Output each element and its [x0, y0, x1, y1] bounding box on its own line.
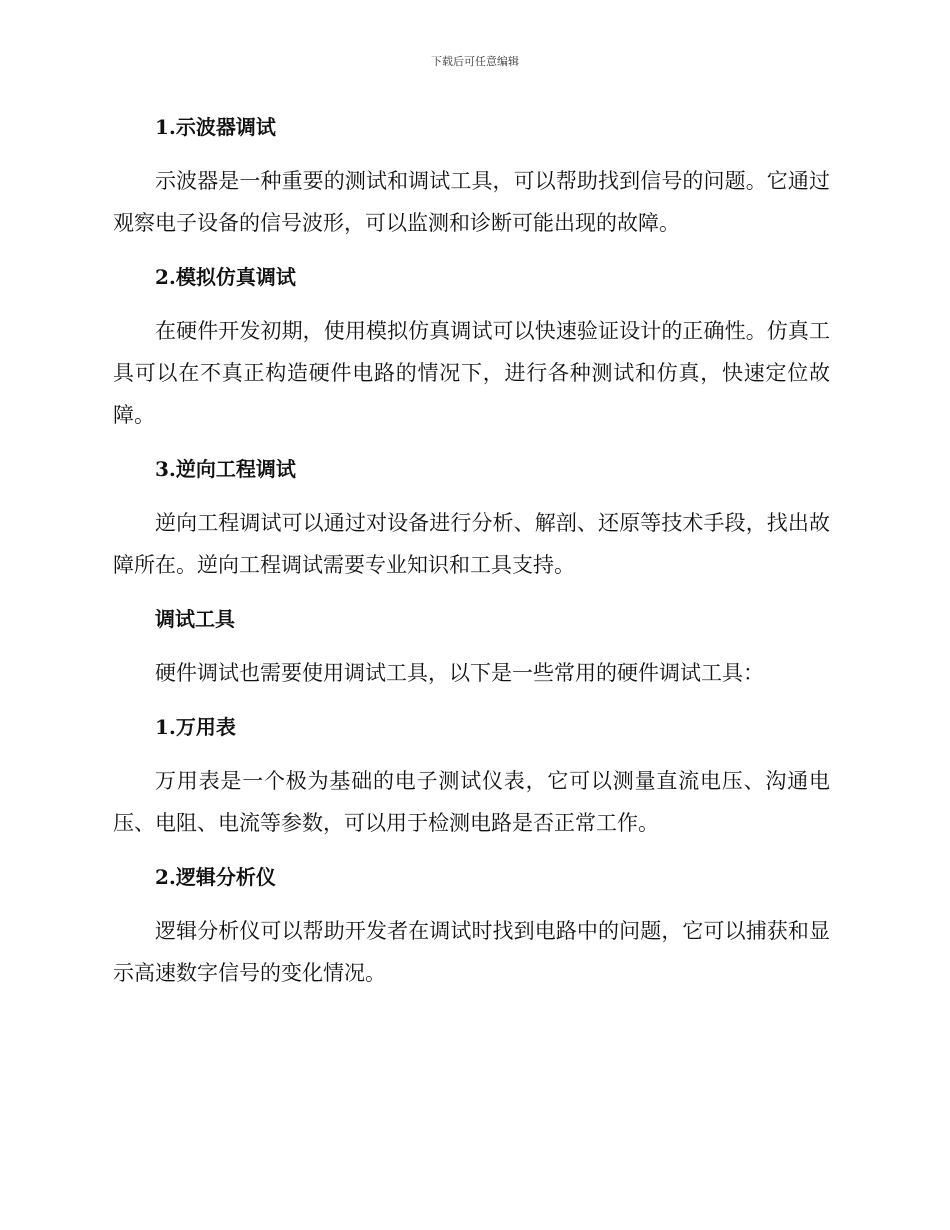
section-heading: 2.逻辑分析仪 [155, 865, 276, 889]
section-paragraph: 万用表是一个极为基础的电子测试仪表，它可以测量直流电压、沟通电压、电阻、电流等参数，可以用于检测电路是否正常工作。 [113, 769, 830, 835]
section-heading: 3.逆向工程调试 [155, 457, 296, 481]
section-logic-analyzer [113, 856, 830, 994]
section-reverse-engineering [113, 448, 830, 586]
document-body [113, 106, 830, 1006]
section-paragraph: 硬件调试也需要使用调试工具，以下是一些常用的硬件调试工具： [155, 661, 764, 685]
section-paragraph: 示波器是一种重要的测试和调试工具，可以帮助找到信号的问题。它通过观察电子设备的信号波形，可以监测和诊断可能出现的故障。 [113, 169, 830, 235]
section-paragraph: 逻辑分析仪可以帮助开发者在调试时找到电路中的问题，它可以捕获和显示高速数字信号的变化情况。 [113, 919, 830, 985]
section-paragraph: 逆向工程调试可以通过对设备进行分析、解剖、还原等技术手段，找出故障所在。逆向工程调试需要专业知识和工具支持。 [113, 511, 830, 577]
section-heading: 调试工具 [155, 607, 235, 631]
section-multimeter [113, 706, 830, 844]
section-simulation [113, 256, 830, 436]
page-header-note: 下载后可任意编辑 [431, 55, 519, 68]
section-heading: 2.模拟仿真调试 [155, 265, 296, 289]
section-heading: 1.万用表 [155, 715, 236, 739]
section-oscilloscope [113, 106, 830, 244]
section-heading: 1.示波器调试 [155, 115, 276, 139]
section-debug-tools [113, 598, 830, 694]
section-paragraph: 在硬件开发初期，使用模拟仿真调试可以快速验证设计的正确性。仿真工具可以在不真正构造硬件电路的情况下，进行各种测试和仿真，快速定位故障。 [113, 319, 830, 427]
